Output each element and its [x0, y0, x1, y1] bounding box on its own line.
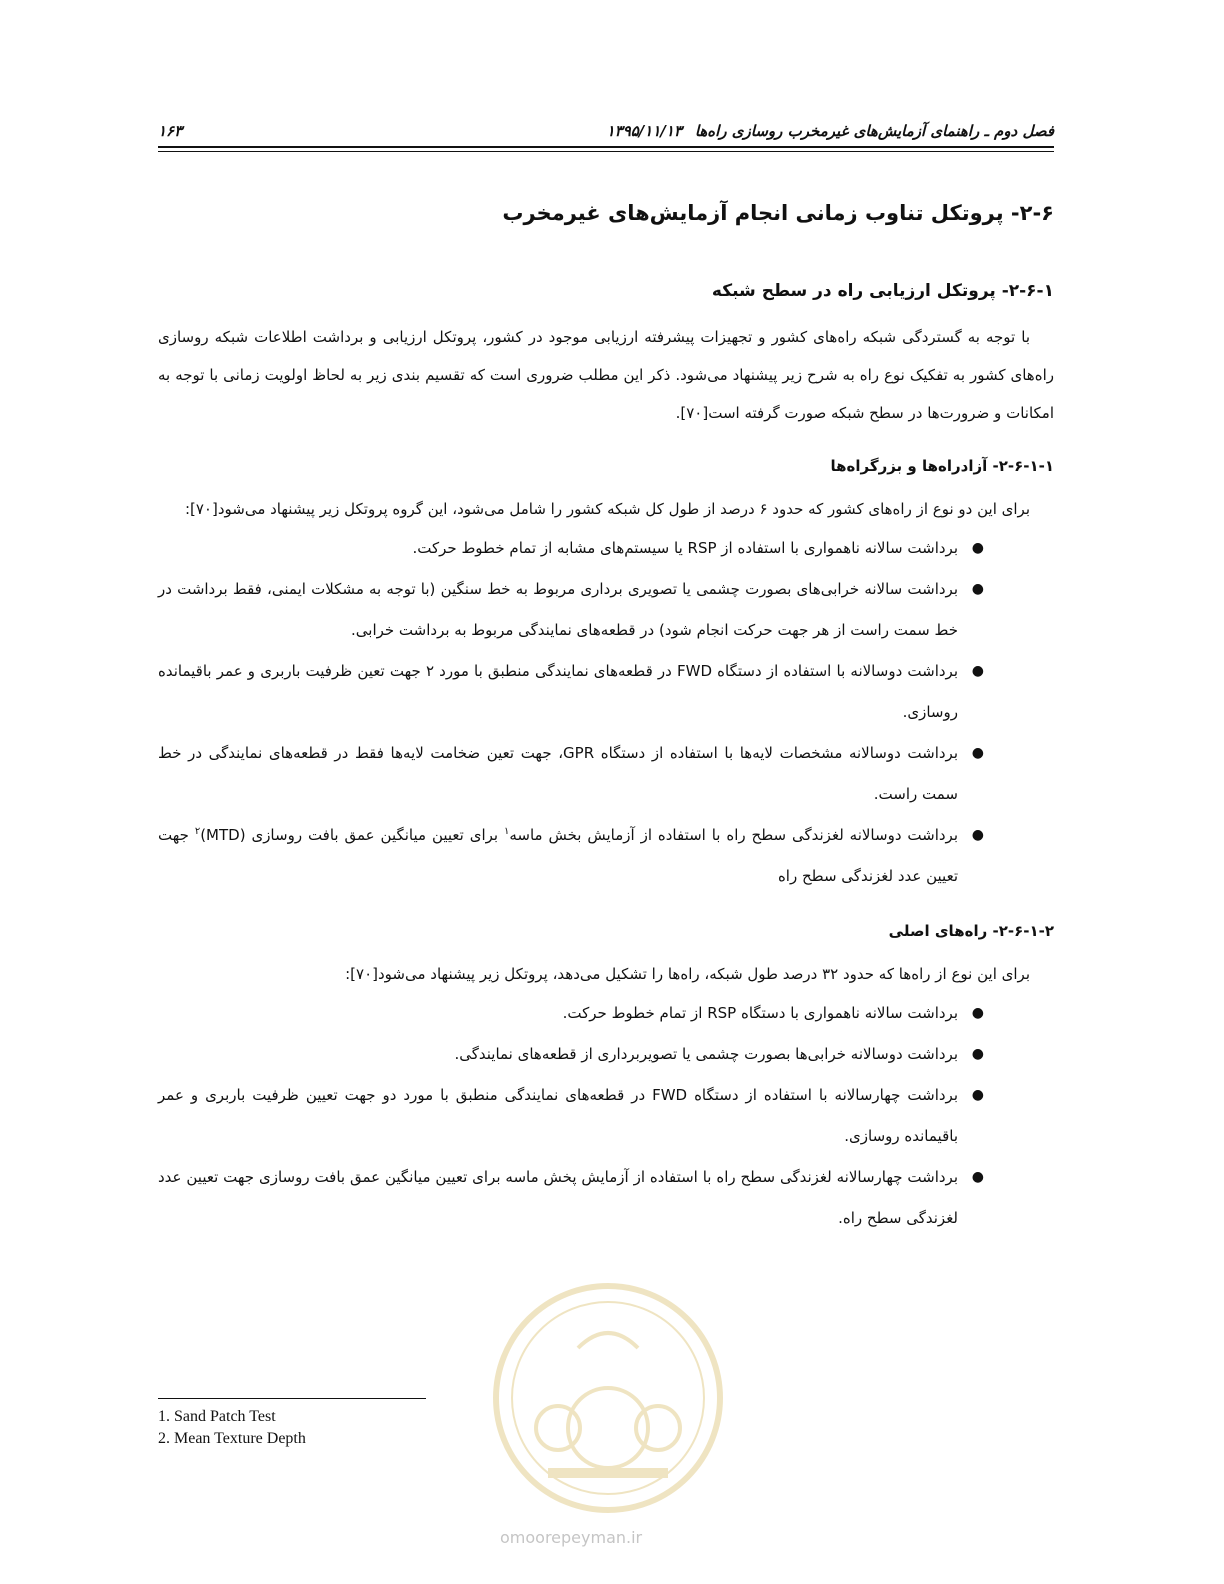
list-item — [158, 1075, 1054, 1157]
header-title: فصل دوم ـ راهنمای آزمایش‌های غیرمخرب روسازی راه‌ها — [694, 122, 1054, 140]
list-item — [158, 651, 1054, 733]
list-item-text: برداشت دوسالانه لغزندگی سطح راه با استفاده از آزمایش بخش ماسه — [509, 826, 958, 844]
subsection-paragraph: با توجه به گستردگی شبکه راه‌های کشور و تجهیزات پیشرفته ارزیابی موجود در کشور، پروتکل ارزیابی و برداشت اطلاعات شبکه روسازی راه‌های کشور به تفکیک نوع راه به شرح زیر پیشنهاد می‌شود. ذکر این مطلب ضروری است که تقسیم بندی زیر به لحاظ اولویت زمانی با توجه به امکانات و ضرورت‌ها در سطح شبکه صورت گرفته است[۷۰]. — [158, 328, 1054, 422]
list-item-text: برداشت سالانه ناهمواری با دستگاه RSP از تمام خطوط حرکت. — [562, 1004, 958, 1022]
bullet-icon: ● — [971, 581, 984, 597]
bullet-icon: ● — [971, 1046, 984, 1062]
list-item-text: جهت تعیین عدد لغزندگی سطح راه — [158, 826, 958, 885]
section-title: ۲-۶- پروتکل تناوب زمانی انجام آزمایش‌های غیرمخرب — [502, 201, 1054, 225]
footnote-divider — [158, 1398, 426, 1399]
list-item — [158, 733, 1054, 815]
footnote-item: 2. Mean Texture Depth — [158, 1430, 306, 1447]
freeways-title: ۲-۶-۱-۱- آزادراه‌ها و بزرگراه‌ها — [830, 457, 1054, 475]
bullet-icon: ● — [971, 745, 984, 761]
bullet-icon: ● — [971, 827, 984, 843]
watermark-url: omoorepeyman.ir — [500, 1528, 643, 1547]
main-roads-bullet-list — [158, 993, 1054, 1239]
page-number: ۱۶۳ — [158, 122, 183, 140]
list-item-text: برداشت چهارسالانه لغزندگی سطح راه با استفاده از آزمایش پخش ماسه برای تعیین میانگین عمق بافت روسازی جهت تعیین عدد لغزندگی سطح راه. — [158, 1168, 958, 1227]
list-item — [158, 993, 1054, 1034]
subsection-title: ۲-۶-۱- پروتکل ارزیابی راه در سطح شبکه — [711, 281, 1054, 301]
list-item — [158, 528, 1054, 569]
list-item-text: برداشت دوسالانه با استفاده از دستگاه FWD در قطعه‌های نمایندگی منطبق با مورد ۲ جهت تعین ظرفیت باربری و عمر باقیمانده روسازی. — [158, 662, 958, 721]
bullet-icon: ● — [971, 1087, 984, 1103]
list-item — [158, 815, 1054, 897]
seal-watermark-icon — [488, 1278, 728, 1518]
bullet-icon: ● — [971, 1169, 984, 1185]
freeways-intro: برای این دو نوع از راه‌های کشور که حدود ۶ درصد از طول کل شبکه کشور را شامل می‌شود، این گروه پروتکل زیر پیشنهاد می‌شود[۷۰]: — [184, 500, 1030, 518]
footnote-ref: ۲ — [194, 826, 201, 837]
bullet-icon: ● — [971, 540, 984, 556]
list-item — [158, 569, 1054, 651]
list-item-text: برداشت دوسالانه مشخصات لایه‌ها با استفاده از دستگاه GPR، جهت تعین ضخامت لایه‌ها فقط در قطعه‌های نمایندگی در خط سمت راست. — [158, 744, 958, 803]
freeways-bullet-list — [158, 528, 1054, 897]
list-item — [158, 1157, 1054, 1239]
main-roads-title: ۲-۶-۱-۲- راه‌های اصلی — [888, 922, 1054, 940]
list-item-text: برداشت دوسالانه خرابی‌ها بصورت چشمی یا تصویربرداری از قطعه‌های نمایندگی. — [454, 1045, 958, 1063]
bullet-icon: ● — [971, 1005, 984, 1021]
footnotes — [158, 1406, 306, 1450]
list-item-text: برداشت چهارسالانه با استفاده از دستگاه FWD در قطعه‌های نمایندگی منطبق با مورد دو جهت تعیین ظرفیت باربری و عمر باقیمانده روسازی. — [158, 1086, 958, 1145]
list-item — [158, 1034, 1054, 1075]
footnote-item: 1. Sand Patch Test — [158, 1408, 276, 1425]
main-roads-intro: برای این نوع از راه‌ها که حدود ۳۲ درصد طول شبکه، راه‌ها را تشکیل می‌دهد، پروتکل زیر پیشنهاد می‌شود[۷۰]: — [345, 965, 1030, 983]
header-date: ۱۳۹۵/۱۱/۱۳ — [606, 122, 682, 140]
header-divider — [158, 146, 1054, 152]
list-item-text: برداشت سالانه ناهمواری با استفاده از RSP یا سیستم‌های مشابه از تمام خطوط حرکت. — [412, 539, 958, 557]
list-item-text: برای تعیین میانگین عمق بافت روسازی (MTD) — [200, 826, 504, 844]
bullet-icon: ● — [971, 663, 984, 679]
footnote-ref: ۱ — [504, 826, 510, 837]
page-content — [158, 196, 1054, 1239]
list-item-text: برداشت سالانه خرابی‌های بصورت چشمی یا تصویری برداری مربوط به خط سنگین (با توجه به مشکلات ایمنی، فقط برداشت در خط سمت راست از هر جهت حرکت انجام شود) در قطعه‌های نمایندگی مربوط به برداشت خرابی. — [158, 580, 958, 639]
